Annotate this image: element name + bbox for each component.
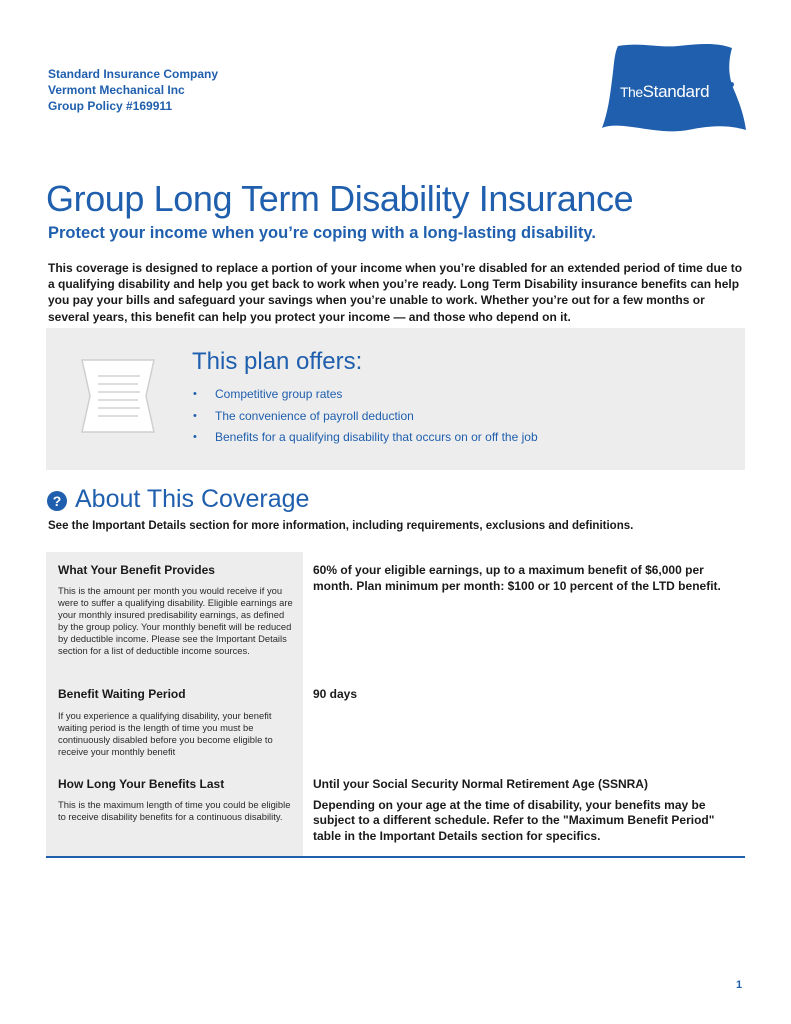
row-label-waiting: Benefit Waiting Period <box>58 687 186 701</box>
row-desc-waiting: If you experience a qualifying disability, your benefit waiting period is the length of time you must be continuously disabled before you become eligible to receive your monthly benefit <box>58 710 273 757</box>
offers-title: This plan offers: <box>192 348 363 375</box>
benefit-min: $100 <box>507 578 535 593</box>
list-item <box>192 408 538 430</box>
intro-paragraph: This coverage is designed to replace a portion of your income when you’re disabled for an extended period of time due to a qualifying disability and help you get back to work when you’re ready. Long Term Disability insurance benefits can help you pay your bills and safeguard your savings when you’re unable to work. Whether you’re out for a few months or several years, this benefit can help you protect your income — and those who depend on it. <box>48 261 743 324</box>
offer-text: The convenience of payroll deduction <box>215 408 414 423</box>
duration-ssnra: Until your Social Security Normal Retirement Age (SSNRA) <box>313 777 648 791</box>
list-item <box>192 386 538 408</box>
page-number: 1 <box>736 979 743 991</box>
logo-the: The <box>620 84 643 100</box>
document-icon <box>76 356 160 436</box>
row-value-benefit: 60% of your eligible earnings, up to a maximum benefit of $6,000 per month. Plan minimum per month: $100 or 10 percent of the LTD benefit. <box>313 563 721 593</box>
row-desc-duration: This is the maximum length of time you could be eligible to receive disability benefits for a continuous disability. <box>58 799 291 822</box>
bullet: • <box>193 409 197 422</box>
benefit-percent: 60% <box>313 563 338 577</box>
row-value-duration <box>313 777 743 849</box>
benefit-max: $6,000 <box>645 563 682 577</box>
logo-wordmark <box>620 82 730 102</box>
benefit-ten: 10 <box>553 578 567 593</box>
bullet: • <box>193 388 197 400</box>
row-label-benefit: What Your Benefit Provides <box>58 563 215 577</box>
page-title: Group Long Term Disability Insurance <box>46 178 634 219</box>
duration-note: Depending on your age at the time of disability, your benefits may be subject to a different schedule. Refer to the "Maximum Benefit Period" table in the Important Details section for specifics. <box>313 797 715 843</box>
employer-name: Vermont Mechanical Inc <box>48 83 185 97</box>
about-title: About This Coverage <box>75 485 310 513</box>
group-policy: Group Policy #169911 <box>48 99 173 113</box>
offer-text: Benefits for a qualifying disability that occurs on or off the job <box>215 430 538 444</box>
page-subtitle: Protect your income when you’re coping with a long-lasting disability. <box>48 224 596 242</box>
table-bottom-rule <box>46 856 745 858</box>
offers-list <box>192 386 538 451</box>
logo-standard: Standard <box>642 82 710 101</box>
list-item <box>192 429 538 451</box>
header-info <box>48 66 218 114</box>
about-note: See the Important Details section for more information, including requirements, exclusions and definitions. <box>48 520 634 532</box>
row-value-waiting: 90 days <box>313 687 358 701</box>
logo-registered-dot <box>729 82 734 87</box>
row-desc-benefit: This is the amount per month you would receive if you were to suffer a qualifying disability. Eligible earnings are your monthly insured predisability earnings, as defined by the group policy. Your monthly benefit will be reduced by deductible income. Please see the Important Details section for a list of deductible income sources. <box>58 585 293 656</box>
offer-text: Competitive group rates <box>215 387 343 401</box>
company-name: Standard Insurance Company <box>48 67 219 81</box>
bullet: • <box>193 431 197 443</box>
question-icon: ? <box>47 491 67 511</box>
row-label-duration: How Long Your Benefits Last <box>58 777 225 791</box>
